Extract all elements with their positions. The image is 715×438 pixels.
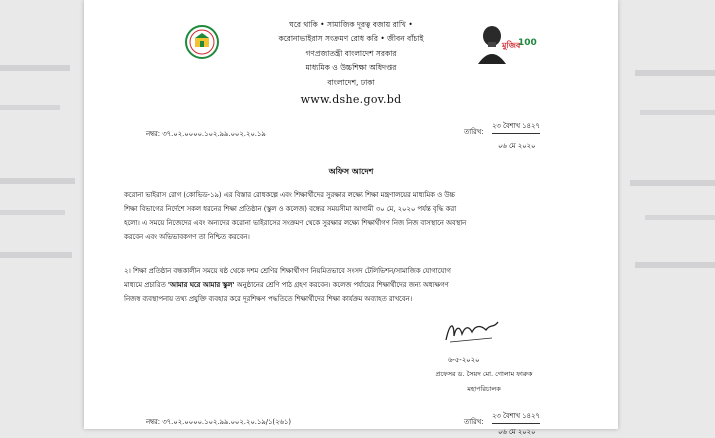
date-label: তারিখ: — [464, 128, 484, 136]
paragraph-2 — [124, 264, 578, 306]
date-english: ০৬ মে ২০২০ — [498, 142, 536, 150]
paragraph-1 — [124, 188, 578, 244]
government-name: গণপ্রজাতন্ত্রী বাংলাদেশ সরকার — [305, 49, 397, 58]
department-name: মাধ্যমিক ও উচ্চশিক্ষা অধিদপ্তর — [305, 63, 397, 72]
mujib-logo-text: মুজিব — [502, 41, 521, 50]
footer-date-english: ০৬ মে ২০২০ — [498, 428, 536, 436]
header-motto: ঘরে থাকি • সামাজিক দূরত্ব বজায় রাখি • — [289, 20, 413, 29]
paragraph-2-line: মাধ্যমে প্রচারিত 'আমার ঘরে আমার স্কুল' অনুষ্ঠানের শ্রেণি পাঠ গ্রহণ করবেন। কলেজ পর্যায়ের শিক্ষার্থীদের জন্য অধ্যক্ষগণ — [124, 281, 449, 289]
paragraph-1-line: করোনা ভাইরাস রোগ (কোভিড-১৯) এর বিস্তার রোধকল্পে এবং শিক্ষার্থীদের সুরক্ষার লক্ষ্যে শিক্ষা মন্ত্রণালয়ের মাধ্যমিক ও উচ্চ — [124, 191, 455, 199]
website-link[interactable]: www.dshe.gov.bd — [300, 93, 402, 106]
city-name: বাংলাদেশ, ঢাকা — [327, 78, 375, 87]
paragraph-1-line: করবেন এবং অভিভাবকগণ তা নিশ্চিত করবেন। — [124, 233, 250, 241]
paragraph-2-line: নিজস্ব ব্যবস্থাপনায় তথ্য প্রযুক্তি ব্যবহার করে দূরশিক্ষণ পদ্ধতিতে শিক্ষার্থীদের শিক্ষা কার্যক্রম অব্যাহত রাখবেন। — [124, 295, 413, 303]
paragraph-1-line: শিক্ষা বিভাগের নির্দেশে সকল ধরনের শিক্ষা প্রতিষ্ঠান (স্কুল ও কলেজ) বন্ধের সময়সীমা আগামী ৩০ মে, ২০২০ পর্যন্ত বৃদ্ধি করা — [124, 205, 457, 213]
order-title: অফিস আদেশ — [328, 167, 374, 176]
signatory-designation: মহাপরিচালক — [467, 385, 501, 393]
program-name: 'আমার ঘরে আমার স্কুল' — [167, 281, 235, 289]
header-motto-2: করোনাভাইরাস সংক্রমণ রোধ করি • জীবন বাঁচাই — [278, 34, 424, 43]
footer-date-bengali: ২৩ বৈশাখ ১৪২৭ — [492, 410, 540, 424]
mujib-logo-number: 100 — [518, 38, 537, 48]
memo-number: নম্বর: ৩৭.০২.০০০০.১০২.৯৯.০০২.২০.১৯ — [146, 130, 266, 138]
footer-date-label: তারিখ: — [464, 418, 484, 426]
signature-date: ৬-৫-২০২০ — [448, 356, 480, 364]
signature-icon — [442, 318, 502, 346]
paragraph-1-line: হলো। এ সময়ে নিজেদের এবং অন্যদের করোনা ভাইরাসের সংক্রমণ থেকে সুরক্ষার লক্ষ্যে শিক্ষার্থীগণ নিজ নিজ বাসস্থানে অবস্থান — [124, 219, 467, 227]
date-bengali: ২৩ বৈশাখ ১৪২৭ — [492, 120, 540, 134]
footer-memo-number: নম্বর: ৩৭.০২.০০০০.১০২.৯৯.০০২.২০.১৯/১(২৬১) — [146, 418, 291, 426]
document-page — [84, 0, 618, 436]
paragraph-2-line: ২। শিক্ষা প্রতিষ্ঠান বন্ধকালীন সময়ে ষষ্ঠ থেকে দশম শ্রেণির শিক্ষার্থীগণ নিয়মিতভাবে সংসদ টেলিভিশন/সামাজিক যোগাযোগ — [124, 267, 451, 275]
signatory-name: প্রফেসর ড. সৈয়দ মো. গোলাম ফারুক — [435, 370, 533, 378]
